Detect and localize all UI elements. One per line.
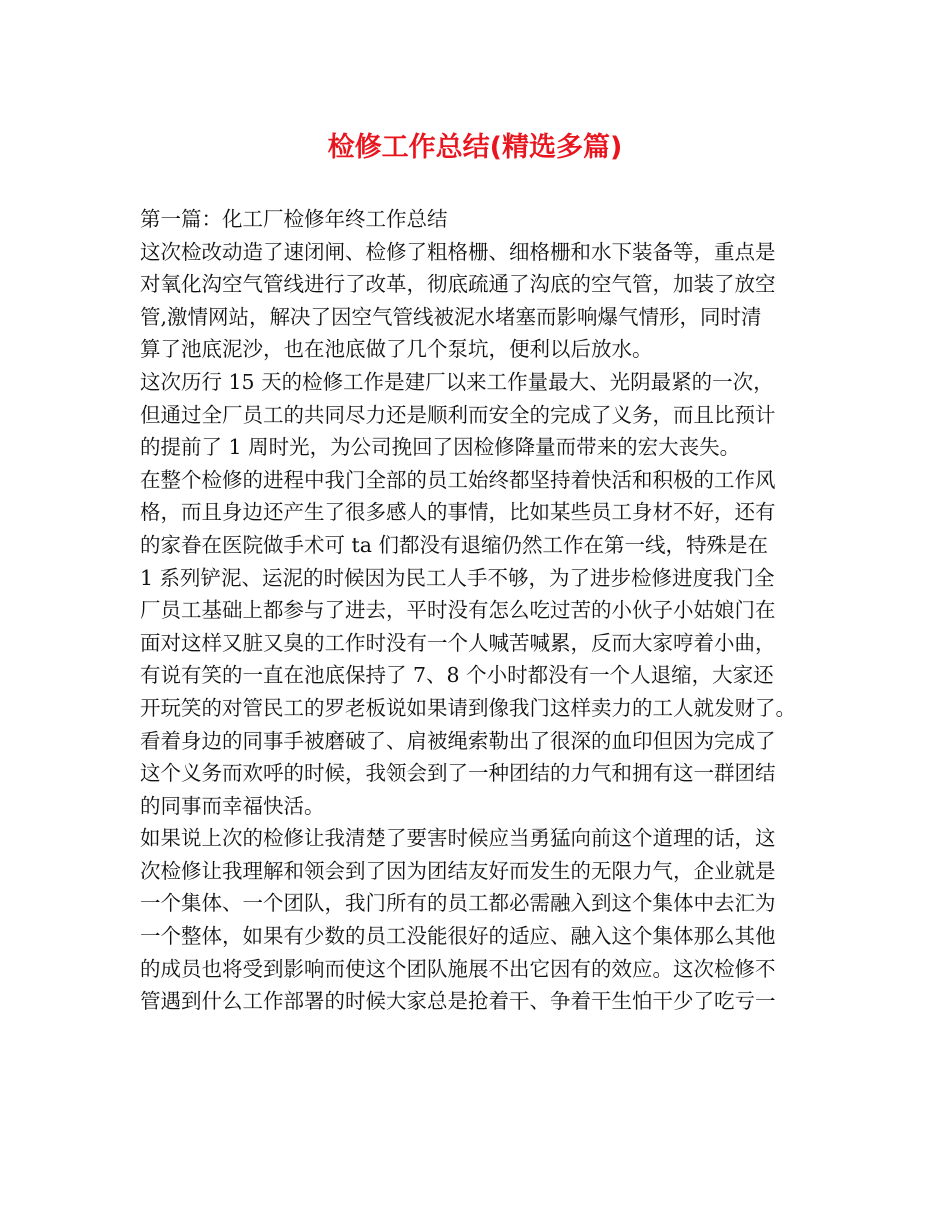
text-line: 厂员工基础上都参与了进去，平时没有怎么吃过苦的小伙子小姑娘门在 <box>140 598 776 623</box>
text-line: 开玩笑的对管民工的罗老板说如果请到像我门这样卖力的工人就发财了。 <box>140 695 796 720</box>
text-line: 在整个检修的进程中我门全部的员工始终都坚持着快活和积极的工作风 <box>140 467 776 492</box>
text-line: 的提前了 1 周时光，为公司挽回了因检修降量而带来的宏大丧失。 <box>140 435 741 460</box>
text-line: 但通过全厂员工的共同尽力还是顺利而安全的完成了义务，而且比预计 <box>140 402 776 427</box>
text-line: 这个义务而欢呼的时候，我领会到了一种团结的力气和拥有这一群团结 <box>140 761 776 786</box>
text-line: 的家眷在医院做手术可 ta 们都没有退缩仍然工作在第一线，特殊是在 <box>140 532 768 557</box>
text-line: 的成员也将受到影响而使这个团队施展不出它因有的效应。这次检修不 <box>140 956 776 981</box>
text-line: 算了池底泥沙，也在池底做了几个泵坑，便利以后放水。 <box>140 337 653 362</box>
text-line: 格，而且身边还产生了很多感人的事情，比如某些员工身材不好，还有 <box>140 500 776 525</box>
text-line: 看着身边的同事手被磨破了、肩被绳索勒出了很深的血印但因为完成了 <box>140 728 776 753</box>
document-title: 检修工作总结(精选多篇) <box>327 132 623 163</box>
text-line: 的同事而幸福快活。 <box>140 793 325 818</box>
text-line: 这次检改动造了速闭闸、检修了粗格栅、细格栅和水下装备等，重点是 <box>140 239 776 264</box>
text-line: 如果说上次的检修让我清楚了要害时候应当勇猛向前这个道理的话，这 <box>140 826 776 851</box>
text-line: 一个集体、一个团队，我门所有的员工都必需融入到这个集体中去汇为 <box>140 891 776 916</box>
text-line: 管,激情网站，解决了因空气管线被泥水堵塞而影响爆气情形，同时清 <box>140 304 762 329</box>
text-line: 对氧化沟空气管线进行了改革，彻底疏通了沟底的空气管，加装了放空 <box>140 272 776 297</box>
text-line: 次检修让我理解和领会到了因为团结友好而发生的无限力气，企业就是 <box>140 858 776 883</box>
document-body <box>140 203 830 1018</box>
text-line: 1 系列铲泥、运泥的时候因为民工人手不够，为了进步检修进度我门全 <box>140 565 775 590</box>
text-line: 一个整体，如果有少数的员工没能很好的适应、融入这个集体那么其他 <box>140 924 776 949</box>
text-line: 有说有笑的一直在池底保持了 7、8 个小时都没有一个人退缩，大家还 <box>140 663 774 688</box>
text-line: 第一篇：化工厂检修年终工作总结 <box>140 207 448 231</box>
text-line: 面对这样又脏又臭的工作时没有一个人喊苦喊累，反而大家哼着小曲， <box>140 630 776 655</box>
text-line: 这次历行 15 天的检修工作是建厂以来工作量最大、光阴最紧的一次， <box>140 369 774 394</box>
text-line: 管遇到什么工作部署的时候大家总是抢着干、争着干生怕干少了吃亏一 <box>140 989 776 1014</box>
